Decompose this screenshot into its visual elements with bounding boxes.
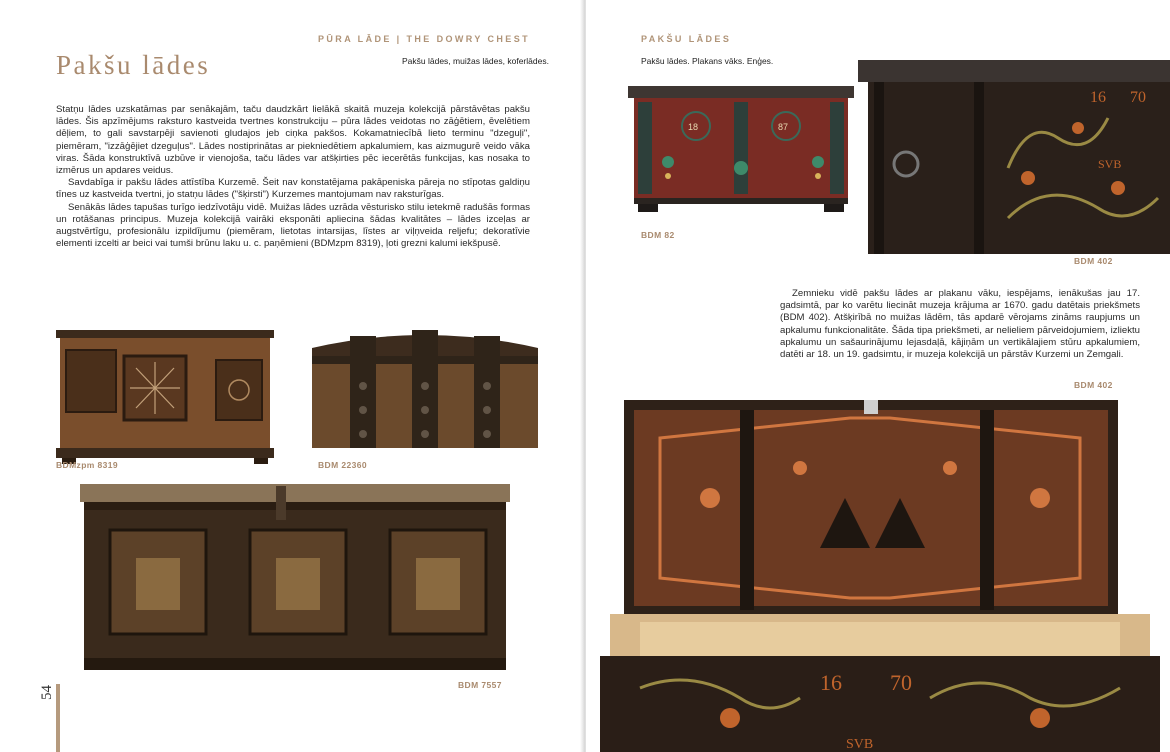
caption-chest-large-top: BDM 402 [1074,256,1113,266]
chest-year-left: 18 [688,122,699,132]
chest-year-right: 87 [778,122,789,132]
right-running-head: PAKŠU LĀDES [641,34,732,44]
left-running-head: PŪRA LĀDE | THE DOWRY CHEST [318,34,530,44]
left-body-text [56,104,530,250]
caption-chest-small: BDM 82 [641,230,675,240]
caption-chest-2: BDM 22360 [318,460,367,470]
right-page [586,0,1170,752]
left-page [0,0,582,752]
right-paragraph: Zemnieku vidē pakšu lādes ar plakanu vāku, iespējams, ienākušas jau 17. gadsimtā, par ko varētu liecināt muzeja krājuma ar 1670. gadu datētais priekšmets (BDM 402). Atšķirībā no muižas lādēm, tās apdarē vērojams zināms raupjums un apkalumu funkcionalitāte. Šāda tipa priekšmeti, ar nelieliem pārveidojumiem, izliektu apkalumu un sašaurinājumu lejasdaļā, kājiņām un vertikālajiem stūru apkalumiem, datēti ar 18. un 19. gadsimtu, ir muzeja kolekcijā un pārstāv Kurzemi un Zemgali. [780,288,1140,361]
chest-year-b: 70 [1130,89,1146,106]
inlaid-chest-photo [56,326,278,466]
caption-chest-open: BDM 402 [1074,380,1113,390]
open-chest-year-a: 16 [820,670,842,695]
caption-chest-3: BDM 7557 [458,680,502,690]
caption-chest-1: BDMzpm 8319 [56,460,119,470]
page-number: 54 [39,685,55,700]
paragraph-2: Savdabīga ir pakšu lādes attīstība Kurzemē. Šeit nav konstatējama pakāpeniska pāreja no stīpotas galdiņu tīnes uz kastveida tvertni, jo statņu lādes ("šķirsti") Kurzemes mantojumam nav raksturīgas. [56,177,530,201]
open-chest-year-b: 70 [890,670,912,695]
paragraph-3: Senākās lādes tapušas turīgo iedzīvotāju vidē. Muižas lādes uzrāda vēsturisko stilu ietekmē radušās formas un rotāšanas principus. Muzeja kolekcijā vairāki eksponāti apliecina šādas kvalitātes – lādes izceļas ar augstvērtīgu, profesionālu izpildījumu (piemēram, lietotas intarsijas, līstes ar viļņveida reljefu; dekoratīvie elementi izcelti ar beici vai tumši brūnu laku u. c. paņēmieni (BDMzpm 8319), ļoti grezni kalumi iekšpusē. [56,201,530,250]
domed-chest-photo [310,326,540,450]
right-body-text [780,288,1140,361]
chest-initials: SVB [1098,157,1122,171]
left-subtitle: Pakšu lādes, muižas lādes, koferlādes. [402,56,549,66]
open-chest-photo [600,398,1160,752]
carved-chest-photo [80,482,510,672]
page-number-bar [56,684,60,752]
open-chest-initials: SVB [846,737,874,752]
page-title: Pakšu lādes [56,50,211,80]
paragraph-1: Statņu lādes uzskatāmas par senākajām, taču daudzkārt lielākā skaitā muzeja kolekcijā pārstāvētas pakšu lādes. Šis apzīmējums raksturo kastveida tvertnes konstrukciju – pūra lādes veidotas no zāģētiem, ēvelētiem dēļiem, to gali savstarpēji savienoti gludajos jeb ciņka pakšos. Kokamatniecībā lieto terminu "dzeguļi", piemēram, "izzāģējiet dzeguļus". Lādes nostiprinātas ar piekniedētiem apkalumiem, kas aizmugurē veido vāka viras. Šāda konstruktīvā uzbūve ir vienojoša, taču lādes var atšķirties pēc iecerētās funkcijas, kas nosaka to izmērus un apdares veidus. [56,104,530,177]
painted-chest-small-photo [628,84,854,212]
dark-chest-1670-photo [858,58,1170,258]
right-subtitle: Pakšu lādes. Plakans vāks. Enģes. [641,56,774,66]
chest-year-a: 16 [1090,89,1106,106]
